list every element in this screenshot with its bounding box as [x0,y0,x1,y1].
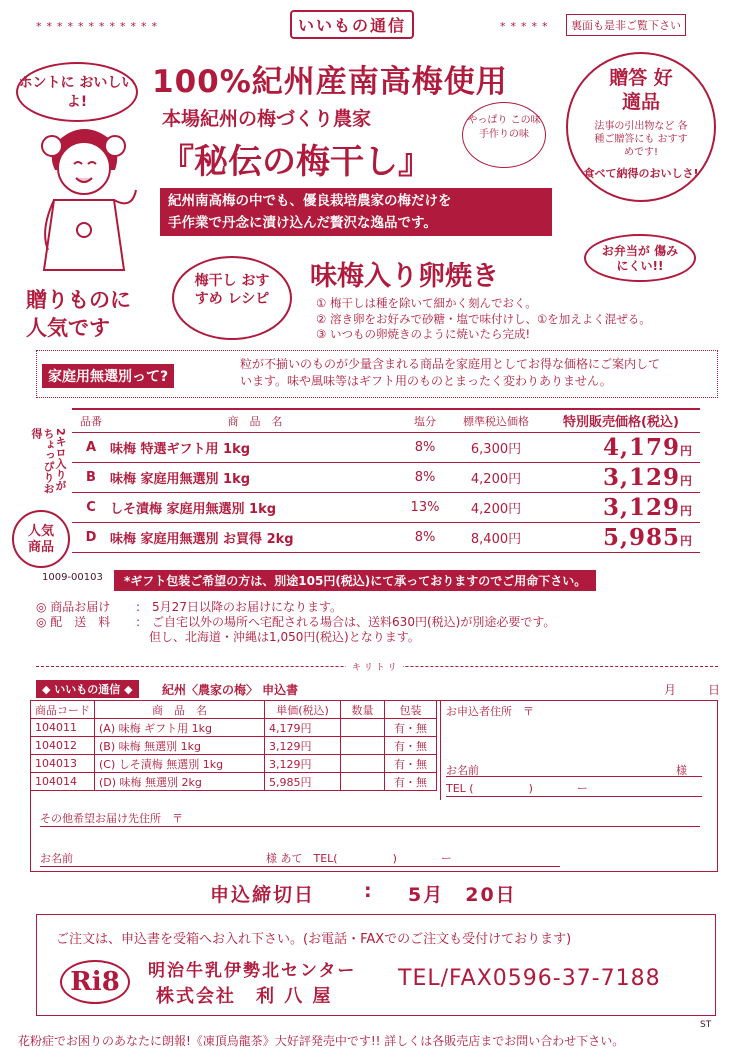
center-name: 明治牛乳伊勢北センター [148,961,357,981]
order-column-header: 単価(税込) [265,701,341,719]
recipe-title: 味梅入り卵焼き [310,261,499,292]
gift-badge-title: 贈答 好適品 [609,67,673,113]
handmade-note-text: やっぱり この味 手作りの味 [467,115,541,140]
bento-note: お弁当が 傷みにくい!! [584,234,696,282]
column-header: 標準税込価格 [450,410,542,432]
wrap-choice[interactable]: 有・無 [385,773,437,791]
other-name-line [40,866,560,867]
product-table [72,408,700,553]
newsletter-title: いいもの通信 [290,10,414,39]
table-row [72,462,700,492]
order-form-title: 紀州〈農家の梅〉 申込書 [162,683,299,697]
order-column-header: 商 品 名 [95,701,265,719]
shipping-text: : ご自宅以外の場所へ宅配される場合は、送料630円(税込)が別途必要です。 [136,615,556,629]
company-name: 株式会社 利 八 屋 [156,986,333,1007]
product-name: 味梅 特選ギフト用 1kg [110,432,400,462]
salt-content: 13% [400,492,450,522]
order-code: 104014 [31,773,95,791]
quantity-field[interactable] [341,755,385,773]
quantity-field[interactable] [341,737,385,755]
tel-fax[interactable]: TEL/FAX0596-37-7188 [398,966,661,991]
order-table [30,700,437,791]
two-kilo-note-text: 2キロ入りが ちょっぴりお得 [30,428,67,494]
table-row [72,432,700,462]
delivery-info [36,600,555,645]
subtitle: 本場紀州の梅づくり農家 [162,108,372,130]
deadline-date: 5月 20日 [408,884,517,906]
special-price [542,432,700,462]
product-code: B [72,462,110,492]
recipe-steps [316,296,651,343]
popular-item-badge: 人気 商品 [12,510,70,568]
column-header: 商 品 名 [110,410,400,432]
delivery-label: ◎ 商品お届け [36,600,111,614]
applicant-name-label[interactable]: お名前 [446,764,479,777]
yen-unit: 円 [679,533,692,548]
gift-popular-label: 贈りものに 人気です [26,288,131,340]
salt-content: 8% [400,522,450,552]
order-column-header: 数量 [341,701,385,719]
order-row [31,755,437,773]
order-column-header: 包装 [385,701,437,719]
standard-price: 6,300円 [450,432,542,462]
recipe-step: ② 溶き卵をお好みで砂糖・塩で味付けし、①を加えよく混ぜる。 [316,311,651,326]
order-unit-price: 3,129円 [265,755,341,773]
special-price-value: 3,129 [602,493,680,521]
other-address-label[interactable]: その他希望お届け先住所 〒 [40,812,183,825]
order-form-tag: ◆ いいもの通信 ◆ [36,680,139,698]
standard-price: 4,200円 [450,462,542,492]
product-code: C [72,492,110,522]
address-divider [440,700,441,800]
back-page-note: 裏面も是非ご覧下さい [566,14,686,36]
order-row [31,737,437,755]
description-band [160,188,552,236]
table-row [72,522,700,552]
main-title: 『秘伝の梅干し』 [160,142,432,182]
other-address-line [40,826,700,827]
gift-badge-curve-text: 食べて納得のおいしさ! [583,167,699,180]
special-price [542,462,700,492]
shipping-label: ◎ 配 送 料 [36,615,111,629]
home-use-text-line-1: 粒が不揃いのものが少量含まれる商品を家庭用としてお得な価格にご案内して [240,357,661,371]
description-line-2: 手作業で丹念に漬け込んだ贅沢な逸品です。 [168,215,437,231]
special-price [542,492,700,522]
applicant-tel-line [446,796,702,797]
wrap-choice[interactable]: 有・無 [385,719,437,737]
product-name: しそ漬梅 家庭用無選別 1kg [110,492,400,522]
column-header: 特別販売価格(税込) [542,410,700,432]
order-product-name: (A) 味梅 ギフト用 1kg [95,719,265,737]
order-unit-price: 4,179円 [265,719,341,737]
standard-price: 4,200円 [450,492,542,522]
page-code: ST [700,1020,712,1030]
product-code: A [72,432,110,462]
order-column-header: 商品コード [31,701,95,719]
gift-badge [566,52,716,202]
standard-price: 8,400円 [450,522,542,552]
applicant-sama-label: 様 [676,764,687,777]
special-price-value: 4,179 [602,433,680,461]
applicant-address-label[interactable]: お申込者住所 〒 [446,705,534,718]
wrap-choice[interactable]: 有・無 [385,737,437,755]
two-kilo-note [30,428,66,496]
table-row [72,492,700,522]
recipe-step: ① 梅干しは種を除いて細かく刻んでおく。 [316,296,537,310]
catalog-code: 1009-00103 [42,572,103,583]
salt-content: 8% [400,432,450,462]
special-price-value: 5,985 [602,523,680,551]
mascot-illustration [24,118,142,283]
speech-bubble [16,62,138,122]
column-header: 品番 [72,410,110,432]
home-use-text-line-2: います。味や風味等はギフト用のものとまったく変わりありません。 [240,374,612,388]
order-code: 104011 [31,719,95,737]
headline: 100%紀州産南高梅使用 [152,64,508,100]
order-unit-price: 5,985円 [265,773,341,791]
speech-bubble-text: ホントに おいしいよ! [18,75,136,110]
wrap-choice[interactable]: 有・無 [385,755,437,773]
order-code: 104013 [31,755,95,773]
order-product-name: (C) しそ漬梅 無選別 1kg [95,755,265,773]
product-code: D [72,522,110,552]
order-product-name: (D) 味梅 無選別 2kg [95,773,265,791]
yen-unit: 円 [679,473,692,488]
order-unit-price: 3,129円 [265,737,341,755]
applicant-name-line [446,776,702,777]
special-price-value: 3,129 [602,463,680,491]
order-row [31,773,437,791]
order-month-label: 月 [664,683,677,697]
gift-badge-text: 法事の引出物など 各種ご贈答にも おすすめです! [594,121,688,158]
order-row [31,719,437,737]
quantity-field[interactable] [341,719,385,737]
other-name-label[interactable]: お名前 [40,852,73,865]
description-line-1: 紀州南高梅の中でも、優良栽培農家の梅だけを [168,193,452,209]
applicant-tel-label[interactable]: TEL ( ) ー [446,782,588,795]
product-name: 味梅 家庭用無選別 1kg [110,462,400,492]
header-stars-right: ***** [500,20,553,33]
yen-unit: 円 [679,503,692,518]
special-price [542,522,700,552]
column-header: 塩分 [400,410,450,432]
gift-wrap-note: *ギフト包装ご希望の方は、別途105円(税込)にて承っておりますのでご用命下さい。 [114,570,596,591]
header-stars-left: ************ [36,20,162,33]
home-use-tag: 家庭用無選別って? [42,364,174,388]
order-code: 104012 [31,737,95,755]
company-logo: Ri8 [60,960,130,1004]
shipping-exception: 但し、北海道・沖縄は1,050円(税込)となります。 [149,630,420,644]
bottom-promo: 花粉症でお困りのあなたに朗報!《凍頂烏龍茶》大好評発売中です!! 詳しくは各販売店までお問い合わせ下さい。 [18,1034,625,1048]
yen-unit: 円 [679,443,692,458]
quantity-field[interactable] [341,773,385,791]
other-tel-label[interactable]: 様 あて TEL( ) ー [266,852,452,865]
recipe-label: 梅干し おすすめ レシピ [172,256,292,340]
cut-line-label: キ リ ト リ [346,660,403,673]
order-notice: ご注文は、申込書を受箱へお入れ下さい。(お電話・FAXでのご注文も受付けております) [56,932,572,947]
order-day-label: 日 [708,683,721,697]
deadline-label: 申込締切日 [210,884,316,906]
product-name: 味梅 家庭用無選別 お買得 2kg [110,522,400,552]
recipe-step: ③ いつもの卵焼きのように焼いたら完成! [316,327,531,341]
handmade-note [462,102,546,168]
deadline-colon: : [364,880,374,902]
delivery-text: : 5月27日以降のお届けになります。 [136,600,342,614]
order-product-name: (B) 味梅 無選別 1kg [95,737,265,755]
salt-content: 8% [400,462,450,492]
home-use-text [240,356,660,390]
